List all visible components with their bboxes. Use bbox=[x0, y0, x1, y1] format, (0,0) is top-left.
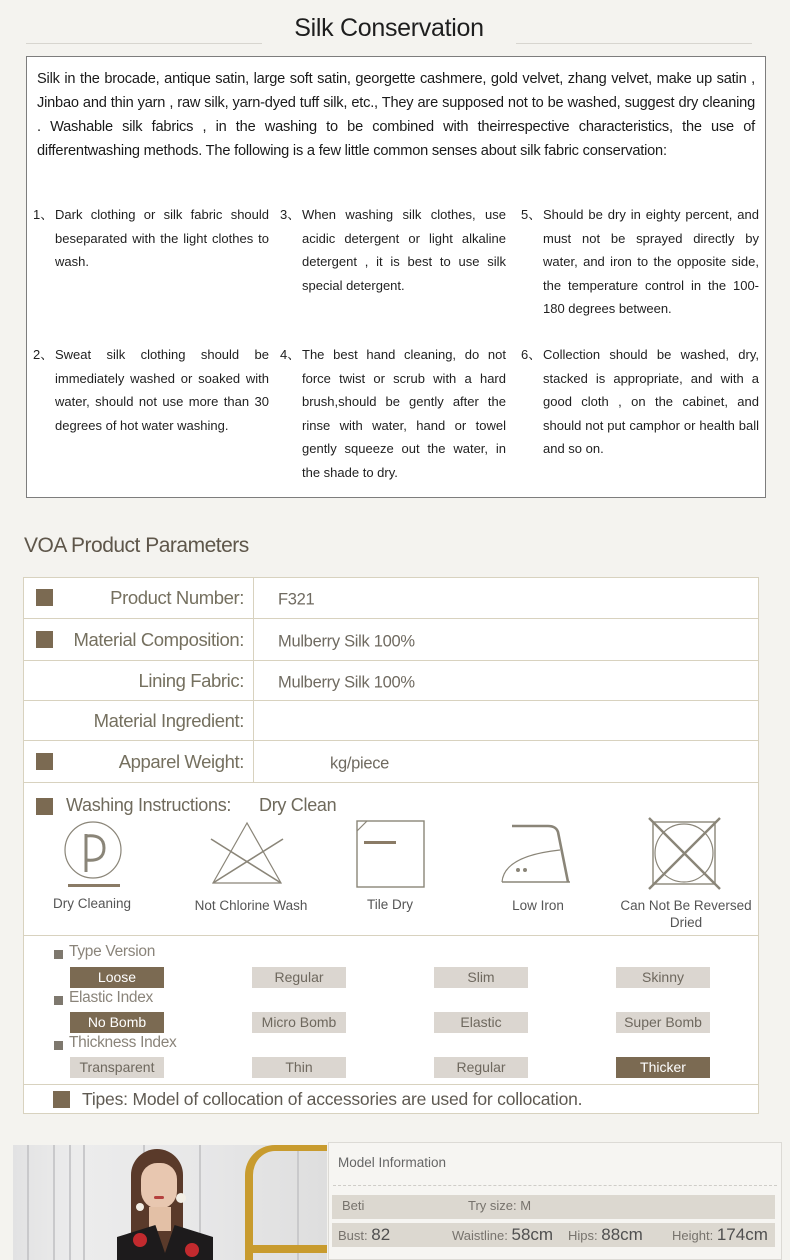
care-label: Low Iron bbox=[512, 898, 564, 913]
type-option-loose[interactable]: Loose bbox=[70, 967, 164, 988]
elastic-option-super-bomb[interactable]: Super Bomb bbox=[616, 1012, 710, 1033]
bust-value: 82 bbox=[371, 1225, 391, 1244]
divider bbox=[24, 935, 758, 936]
model-info-title: Model Information bbox=[338, 1155, 447, 1170]
washing-value: Dry Clean bbox=[259, 795, 337, 815]
tip-text: Should be dry in eighty percent, and must not be sprayed directly by water, and iron to the opposite side, the temperature control in the 100-180 degrees between. bbox=[543, 207, 759, 316]
param-label: Lining Fabric: bbox=[138, 669, 244, 691]
hips-label: Hips: bbox=[568, 1228, 598, 1243]
elastic-index-heading: Elastic Index bbox=[69, 989, 153, 1006]
care-tip-6 bbox=[521, 343, 759, 461]
tip-text: Dark clothing or silk fabric should beseparated with the light clothes to wash. bbox=[55, 207, 269, 269]
param-value: Mulberry Silk 100% bbox=[278, 631, 415, 650]
bullet-square-icon bbox=[36, 631, 53, 648]
param-value: kg/piece bbox=[330, 753, 390, 772]
model-try-size: Try size: M bbox=[468, 1198, 532, 1213]
waist-measure bbox=[452, 1225, 553, 1245]
hips-measure bbox=[568, 1225, 643, 1245]
tip-text: Collection should be washed, dry, stacked is appropriate, and with a good cloth , on the cabinet, and should not put camphor or health ball and so on. bbox=[543, 347, 759, 456]
model-information-panel bbox=[328, 1142, 782, 1260]
thickness-option-transparent[interactable]: Transparent bbox=[70, 1057, 164, 1078]
height-value: 174cm bbox=[716, 1225, 768, 1244]
care-tip-3 bbox=[280, 203, 506, 297]
param-label: Material Composition: bbox=[73, 628, 244, 650]
dry-cleaning-p-icon bbox=[62, 820, 126, 888]
elastic-option-no-bomb[interactable]: No Bomb bbox=[70, 1012, 164, 1033]
tile-dry-square-icon bbox=[355, 819, 427, 889]
param-label: Apparel Weight: bbox=[118, 750, 244, 772]
param-row-lining-fabric bbox=[24, 661, 758, 701]
param-label: Product Number: bbox=[110, 587, 244, 608]
tip-number: 3、 bbox=[280, 207, 301, 222]
tip-text: The best hand cleaning, do not force twist or scrub with a hard brush,should be gently after the rinse with water, hand or towel gently squeeze out the water, in the shade to dry. bbox=[302, 347, 506, 480]
care-label: Not Chlorine Wash bbox=[194, 898, 308, 913]
care-label: Can Not Be Reversed Dried bbox=[620, 898, 752, 930]
type-option-skinny[interactable]: Skinny bbox=[616, 967, 710, 988]
tips-text: Tipes: Model of collocation of accessories are used for collocation. bbox=[82, 1089, 583, 1109]
care-tip-4 bbox=[280, 343, 506, 484]
header-rule-right bbox=[516, 43, 752, 44]
elastic-option-micro-bomb[interactable]: Micro Bomb bbox=[252, 1012, 346, 1033]
bullet-square-icon bbox=[36, 589, 53, 606]
silk-conservation-header bbox=[0, 14, 790, 48]
model-name: Beti bbox=[342, 1198, 365, 1213]
param-value: Mulberry Silk 100% bbox=[278, 672, 415, 691]
tip-text: Sweat silk clothing should be immediately washed or soaked with water, should not use more than 30 degrees of hot water washing. bbox=[55, 347, 269, 433]
divider bbox=[24, 1084, 758, 1085]
type-option-slim[interactable]: Slim bbox=[434, 967, 528, 988]
param-label: Material Ingredient: bbox=[93, 709, 244, 731]
param-row-material-composition bbox=[24, 619, 758, 661]
bullet-square-icon bbox=[54, 950, 63, 959]
bullet-square-icon bbox=[54, 996, 63, 1005]
type-option-regular[interactable]: Regular bbox=[252, 967, 346, 988]
tip-number: 1、 bbox=[33, 207, 54, 222]
care-tip-1 bbox=[33, 203, 269, 274]
waist-label: Waistline: bbox=[452, 1228, 508, 1243]
param-value: F321 bbox=[278, 590, 315, 609]
header-rule-left bbox=[26, 43, 262, 44]
bullet-square-icon bbox=[36, 798, 53, 815]
no-tumble-dry-icon bbox=[646, 815, 724, 891]
thickness-option-thicker[interactable]: Thicker bbox=[616, 1057, 710, 1078]
elastic-option-elastic[interactable]: Elastic bbox=[434, 1012, 528, 1033]
conservation-box bbox=[26, 56, 766, 498]
care-label: Tile Dry bbox=[367, 897, 413, 912]
section-title: Silk Conservation bbox=[294, 14, 484, 42]
tip-text: When washing silk clothes, use acidic detergent or light alkaline detergent , it is best to use silk special detergent. bbox=[302, 207, 506, 293]
bust-measure bbox=[338, 1225, 390, 1245]
param-row-product-number bbox=[24, 578, 758, 619]
bust-label: Bust: bbox=[338, 1228, 368, 1243]
thickness-option-thin[interactable]: Thin bbox=[252, 1057, 346, 1078]
model-photo bbox=[13, 1145, 327, 1260]
hips-value: 88cm bbox=[601, 1225, 643, 1244]
param-row-material-ingredient bbox=[24, 701, 758, 741]
height-measure bbox=[672, 1225, 768, 1245]
conservation-intro: Silk in the brocade, antique satin, large soft satin, georgette cashmere, gold velvet, zhang velvet, make up satin , Jinbao and thin yarn , raw silk, yarn-dyed tuff silk, etc., They are supposed not to be washed, suggest dry cleaning . Washable silk fabrics , in the washing to be combined with theirrespective characteristics, the use of differentwashing methods. The following is a few little common senses about silk fabric conservation: bbox=[37, 71, 755, 159]
tip-number: 4、 bbox=[280, 347, 301, 362]
no-chlorine-triangle-icon bbox=[209, 821, 285, 887]
tip-number: 5、 bbox=[521, 207, 542, 222]
waist-value: 58cm bbox=[511, 1225, 554, 1244]
low-iron-icon bbox=[500, 822, 574, 886]
washing-label: Washing Instructions: bbox=[66, 795, 232, 815]
model-row-measurements bbox=[332, 1223, 775, 1247]
thickness-index-heading: Thickness Index bbox=[69, 1034, 177, 1051]
model-row-name-size bbox=[332, 1195, 775, 1219]
thickness-option-regular[interactable]: Regular bbox=[434, 1057, 528, 1078]
tip-number: 6、 bbox=[521, 347, 542, 362]
tip-number: 2、 bbox=[33, 347, 54, 362]
parameters-title: VOA Product Parameters bbox=[24, 534, 249, 557]
care-label: Dry Cleaning bbox=[52, 896, 132, 911]
param-row-apparel-weight bbox=[24, 741, 758, 783]
bullet-square-icon bbox=[53, 1091, 70, 1108]
dashed-divider bbox=[333, 1185, 777, 1186]
type-version-heading: Type Version bbox=[69, 943, 156, 960]
care-tip-2 bbox=[33, 343, 269, 437]
bullet-square-icon bbox=[36, 753, 53, 770]
bullet-square-icon bbox=[54, 1041, 63, 1050]
care-tip-5 bbox=[521, 203, 759, 321]
height-label: Height: bbox=[672, 1228, 714, 1243]
